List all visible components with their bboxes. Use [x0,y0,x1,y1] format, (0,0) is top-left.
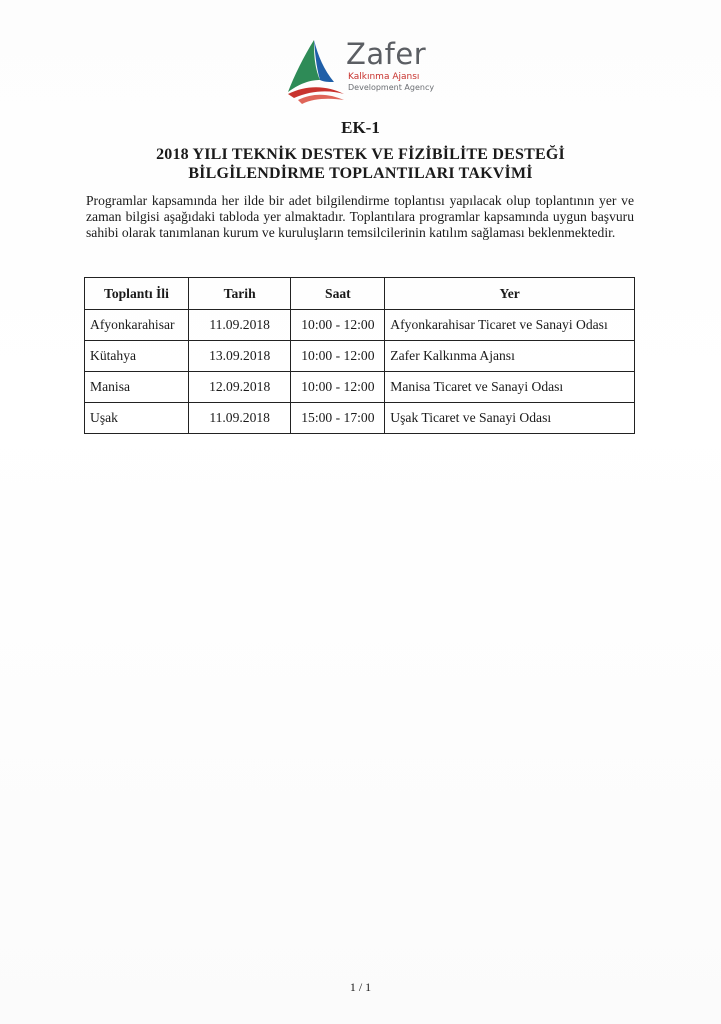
cell-date: 11.09.2018 [188,310,291,341]
logo-subtitle-tr: Kalkınma Ajansı [348,72,420,82]
cell-province: Afyonkarahisar [85,310,189,341]
cell-time: 10:00 - 12:00 [291,372,385,403]
table-row [85,310,635,341]
header-time: Saat [291,278,385,310]
header-date: Tarih [188,278,291,310]
table-row [85,403,635,434]
cell-date: 13.09.2018 [188,341,291,372]
page-number: 1 / 1 [349,980,372,994]
title-line-1: 2018 YILI TEKNİK DESTEK VE FİZİBİLİTE DESTEĞİ [156,146,565,163]
cell-province: Kütahya [85,341,189,372]
cell-date: 12.09.2018 [188,372,291,403]
zafer-logo [284,36,454,112]
logo-name: Zafer [346,37,427,71]
table-row [85,372,635,403]
cell-venue: Uşak Ticaret ve Sanayi Odası [385,403,635,434]
header-venue: Yer [385,278,635,310]
cell-date: 11.09.2018 [188,403,291,434]
cell-province: Uşak [85,403,189,434]
document-title [0,145,721,183]
cell-venue: Zafer Kalkınma Ajansı [385,341,635,372]
cell-venue: Afyonkarahisar Ticaret ve Sanayi Odası [385,310,635,341]
cell-province: Manisa [85,372,189,403]
cell-time: 10:00 - 12:00 [291,341,385,372]
logo-subtitle-en: Development Agency [348,83,435,92]
cell-time: 15:00 - 17:00 [291,403,385,434]
table-header-row [85,278,635,310]
meeting-schedule-table [84,277,635,434]
intro-paragraph: Programlar kapsamında her ilde bir adet bilgilendirme toplantısı yapılacak olup toplantının yer ve zaman bilgisi aşağıdaki tabloda yer almaktadır. Toplantılara programlar kapsamında uygun başvuru sahibi olarak tanımlanan kurum ve kuruluşların temsilcilerinin katılım sağlaması beklenmektedir. [86,193,634,241]
annex-label: EK-1 [341,118,380,137]
title-line-2: BİLGİLENDİRME TOPLANTILARI TAKVİMİ [188,165,533,182]
cell-venue: Manisa Ticaret ve Sanayi Odası [385,372,635,403]
sail-logo-icon [284,36,348,108]
table-row [85,341,635,372]
header-province: Toplantı İli [85,278,189,310]
cell-time: 10:00 - 12:00 [291,310,385,341]
